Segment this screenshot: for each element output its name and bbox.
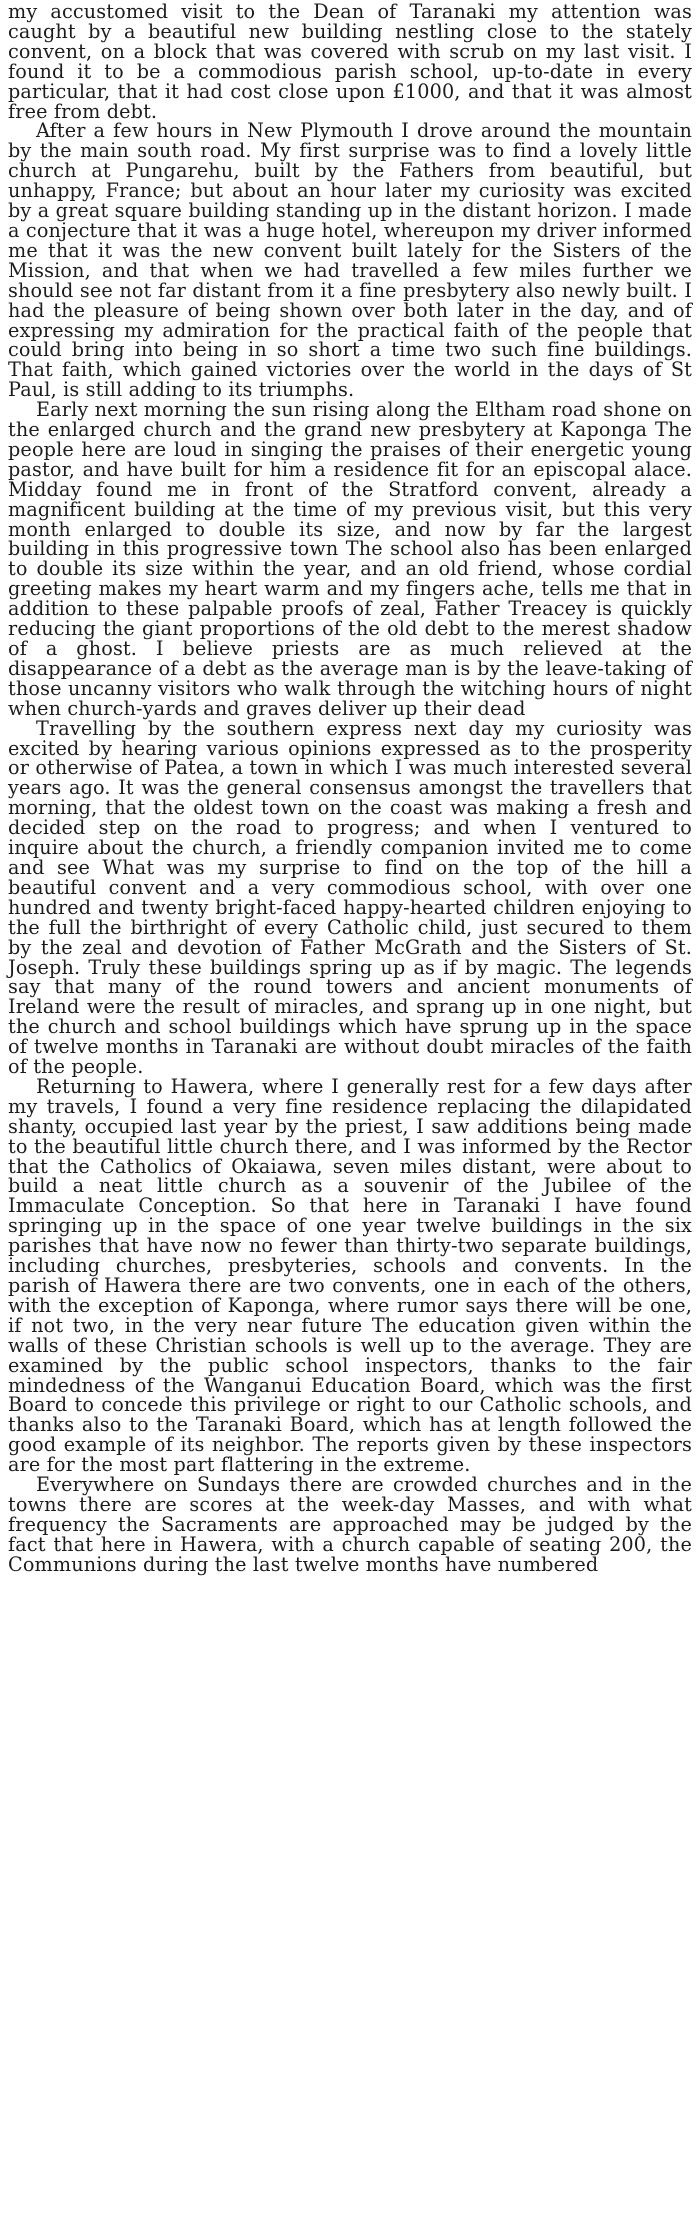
paragraph-4: Travelling by the southern express next day my curiosity was excited by hearing various opinions expressed as to the prosperity or otherwise of Patea, a town in which I was much interested several years ago. It was the general consensus amongst the travellers that morning, that the oldest town on the coast was making a fresh and decided step on the road to progress; and when I ventured to inquire about the church, a friendly companion invited me to come and see What was my surprise to find on the top of the hill a beautiful convent and a very commodious school, with over one hundred and twenty bright-faced happy-hearted children enjoying to the full the birthright of every Catholic child, just secured to them by the zeal and devotion of Father McGrath and the Sisters of St. Joseph. Truly these buildings spring up as if by magic. The legends say that many of the round towers and ancient monuments of Ireland were the result of miracles, and sprang up in one night, but the church and school buildings which have sprung up in the space of twelve months in Taranaki are without doubt miracles of the faith of the people.: [8, 716, 692, 1079]
paragraph-1: my accustomed visit to the Dean of Taranaki my attention was caught by a beautiful new building nestling close to the stately convent, on a block that was covered with scrub on my last visit. I found it to be a commodious parish school, up-to-date in every particular, that it had cost close upon £1000, and that it was almost free from debt.: [8, 0, 692, 123]
paragraph-5: Returning to Hawera, where I generally rest for a few days after my travels, I found a very fine residence replacing the dilapidated shanty, occupied last year by the priest, I saw additions being made to the beautiful little church there, and I was informed by the Rector that the Catholics of Okaiawa, seven miles distant, were about to build a neat little church as a souvenir of the Jubilee of the Immaculate Conception. So that here in Taranaki I have found springing up in the space of one year twelve buildings in the six parishes that have now no fewer than thirty-two separate buildings, including churches, presbyteries, schools and convents. In the parish of Hawera there are two convents, one in each of the others, with the exception of Kaponga, where rumor says there will be one, if not two, in the very near future The education given within the walls of these Christian schools is well up to the average. They are examined by the public school inspectors, thanks to the fair mindedness of the Wanganui Education Board, which was the first Board to concede this privilege or right to our Catholic schools, and thanks also to the Taranaki Board, which has at length followed the good example of its neighbor. The reports given by these inspectors are for the most part flattering in the extreme.: [8, 1074, 692, 1477]
paragraph-3: Early next morning the sun rising along the Eltham road shone on the enlarged church and the grand new presbytery at Kaponga The people here are loud in singing the praises of their energetic young pastor, and have built for him a residence fit for an episcopal alace. Midday found me in front of the Stratford convent, already a magnificent building at the time of my previous visit, but this very month enlarged to double its size, and now by far the largest building in this progressive town The school also has been enlarged to double its size within the year, and an old friend, whose cordial greeting makes my heart warm and my fingers ache, tells me that in addition to these palpable proofs of zeal, Father Treacey is quickly reducing the giant proportions of the old debt to the merest shadow of a ghost. I believe priests are as much relieved at the disappearance of a debt as the average man is by the leave-taking of those uncanny visitors who walk through the witching hours of night when church-yards and graves deliver up their dead: [8, 398, 692, 720]
paragraph-2: After a few hours in New Plymouth I drove around the mountain by the main south road. My first surprise was to find a lovely little church at Pungarehu, built by the Fathers from beautiful, but unhappy, France; but about an hour later my curiosity was excited by a great square building standing up in the distant horizon. I made a conjecture that it was a huge hotel, whereupon my driver informed me that it was the new convent built lately for the Sisters of the Mission, and that when we had travelled a few miles further we should see not far distant from it a fine presbytery also newly built. I had the pleasure of being shown over both later in the day, and of expressing my admiration for the practical faith of the people that could bring into being in so short a time two such fine buildings. That faith, which gained victories over the world in the days of St Paul, is still adding to its triumphs.: [8, 119, 692, 402]
paragraph-6: Everywhere on Sundays there are crowded churches and in the towns there are scores at the week-day Masses, and with what frequency the Sacraments are approached may be judged by the fact that here in Hawera, with a church capable of seating 200, the Communions during the last twelve months have numbered: [8, 1473, 692, 1576]
